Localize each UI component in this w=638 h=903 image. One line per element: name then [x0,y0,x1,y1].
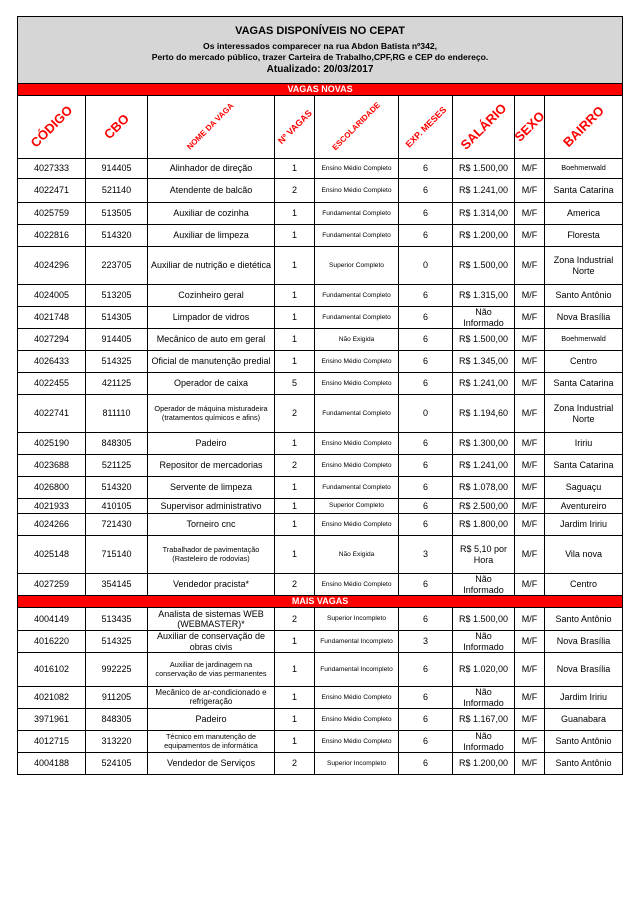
cell-escolaridade: Fundamental Completo [315,307,399,329]
cell-escolaridade: Ensino Médio Completo [315,159,399,179]
cell-nome: Auxiliar de cozinha [148,203,275,225]
column-header-nome [148,96,275,159]
cell-nome: Auxiliar de limpeza [148,225,275,247]
cell-escolaridade: Ensino Médio Completo [315,351,399,373]
cell-cbo: 848305 [86,709,148,731]
cell-cbo: 513505 [86,203,148,225]
cell-vagas: 1 [275,731,315,753]
cell-sexo: M/F [515,247,545,285]
cell-cbo: 848305 [86,433,148,455]
cell-vagas: 1 [275,477,315,499]
sheet-instructions-line1: Os interessados comparecer na rua Abdon Batista nº342, [203,41,438,52]
table-row [18,373,623,395]
cell-bairro: Floresta [545,225,623,247]
cell-salario: R$ 1.200,00 [453,753,515,775]
cell-nome: Cozinheiro geral [148,285,275,307]
cell-escolaridade: Superior Incompleto [315,608,399,631]
cell-codigo: 4027294 [18,329,86,351]
cell-cbo: 521125 [86,455,148,477]
cell-bairro: Jardim Iririu [545,514,623,536]
column-header-vagas-label: Nº VAGAS [275,108,314,146]
cell-codigo: 4022741 [18,395,86,433]
cell-exp: 6 [399,499,453,514]
cell-cbo: 715140 [86,536,148,574]
cell-cbo: 911205 [86,687,148,709]
sheet-header-row [18,17,623,84]
cell-sexo: M/F [515,225,545,247]
cell-nome: Operador de caixa [148,373,275,395]
section-more-label: MAIS VAGAS [18,596,623,608]
column-header-sexo-label: SEXO [510,108,548,145]
cell-exp: 6 [399,687,453,709]
job-vacancies-table [17,16,623,775]
cell-bairro: Centro [545,351,623,373]
column-header-exp [399,96,453,159]
cell-sexo: M/F [515,329,545,351]
cell-vagas: 2 [275,608,315,631]
cell-exp: 6 [399,225,453,247]
cell-escolaridade: Ensino Médio Completo [315,687,399,709]
column-header-escolaridade [315,96,399,159]
cell-sexo: M/F [515,307,545,329]
cell-salario: R$ 1.500,00 [453,247,515,285]
table-row [18,499,623,514]
cell-salario: R$ 1.500,00 [453,329,515,351]
cell-codigo: 4025190 [18,433,86,455]
cell-vagas: 1 [275,687,315,709]
table-row [18,709,623,731]
cell-cbo: 514320 [86,477,148,499]
cell-cbo: 513205 [86,285,148,307]
cell-codigo: 4021933 [18,499,86,514]
cell-nome: Padeiro [148,433,275,455]
cell-sexo: M/F [515,203,545,225]
cell-salario: R$ 1.345,00 [453,351,515,373]
cell-exp: 6 [399,329,453,351]
cell-cbo: 514325 [86,351,148,373]
cell-salario: Não Informado [453,574,515,596]
cell-vagas: 1 [275,631,315,653]
table-row [18,753,623,775]
cell-codigo: 4021082 [18,687,86,709]
table-row [18,159,623,179]
cell-sexo: M/F [515,709,545,731]
cell-cbo: 721430 [86,514,148,536]
cell-salario: R$ 2.500,00 [453,499,515,514]
cell-exp: 6 [399,373,453,395]
cell-exp: 6 [399,574,453,596]
sheet-instructions-line2: Perto do mercado público, trazer Carteira de Trabalho,CPF,RG e CEP do endereço. [151,52,489,63]
cell-escolaridade: Fundamental Incompleto [315,631,399,653]
cell-cbo: 514320 [86,225,148,247]
cell-exp: 6 [399,608,453,631]
cell-codigo: 4022471 [18,179,86,203]
column-header-salario [453,96,515,159]
cell-cbo: 514325 [86,631,148,653]
cell-sexo: M/F [515,285,545,307]
cell-sexo: M/F [515,687,545,709]
cell-nome: Repositor de mercadorias [148,455,275,477]
cell-cbo: 521140 [86,179,148,203]
cell-vagas: 2 [275,179,315,203]
cell-vagas: 1 [275,247,315,285]
table-row [18,477,623,499]
cell-bairro: Iririu [545,433,623,455]
column-header-bairro-label: BAIRRO [559,103,607,150]
section-new-row [18,84,623,96]
cell-nome: Trabalhador de pavimentação (Rasteleiro de rodovias) [148,536,275,574]
column-header-salario-label: SALÁRIO [456,100,509,153]
table-row [18,455,623,477]
cell-escolaridade: Ensino Médio Completo [315,373,399,395]
cell-salario: R$ 1.078,00 [453,477,515,499]
cell-salario: R$ 1.020,00 [453,653,515,687]
cell-codigo: 4022816 [18,225,86,247]
cell-exp: 6 [399,753,453,775]
table-row [18,225,623,247]
cell-bairro: Aventureiro [545,499,623,514]
cell-exp: 6 [399,455,453,477]
cell-salario: R$ 1.241,00 [453,179,515,203]
sheet-updated-date: Atualizado: 20/03/2017 [266,63,374,75]
cell-nome: Limpador de vidros [148,307,275,329]
cell-exp: 6 [399,159,453,179]
cell-cbo: 223705 [86,247,148,285]
cell-bairro: Santo Antônio [545,731,623,753]
table-row [18,329,623,351]
cell-escolaridade: Fundamental Completo [315,225,399,247]
cell-nome: Supervisor administrativo [148,499,275,514]
cell-codigo: 4022455 [18,373,86,395]
column-header-cbo [86,96,148,159]
column-header-cbo-label: CBO [100,110,132,142]
cell-vagas: 1 [275,709,315,731]
column-header-vagas [275,96,315,159]
table-row [18,653,623,687]
cell-exp: 6 [399,179,453,203]
cell-bairro: Santa Catarina [545,455,623,477]
column-header-sexo [510,96,548,159]
cell-sexo: M/F [515,499,545,514]
cell-escolaridade: Superior Incompleto [315,753,399,775]
cell-nome: Atendente de balcão [148,179,275,203]
cell-escolaridade: Fundamental Completo [315,477,399,499]
table-row [18,514,623,536]
cell-vagas: 1 [275,653,315,687]
cell-salario: R$ 1.800,00 [453,514,515,536]
cell-bairro: America [545,203,623,225]
cell-bairro: Saguaçu [545,477,623,499]
cell-nome: Torneiro cnc [148,514,275,536]
cell-vagas: 2 [275,753,315,775]
cell-vagas: 1 [275,433,315,455]
cell-nome: Padeiro [148,709,275,731]
column-header-nome-label: NOME DA VAGA [185,101,236,152]
cell-exp: 6 [399,709,453,731]
cell-cbo: 914405 [86,159,148,179]
cell-exp: 6 [399,477,453,499]
cell-escolaridade: Ensino Médio Completo [315,709,399,731]
table-row [18,433,623,455]
cell-sexo: M/F [515,395,545,433]
cell-salario: Não Informado [453,307,515,329]
section-more [18,596,623,608]
cell-cbo: 992225 [86,653,148,687]
cell-escolaridade: Superior Completo [315,499,399,514]
table-row [18,687,623,709]
cell-sexo: M/F [515,477,545,499]
cell-codigo: 4016220 [18,631,86,653]
cell-sexo: M/F [515,574,545,596]
cell-salario: Não Informado [453,731,515,753]
cell-nome: Auxiliar de jardinagem na conservação de vias permanentes [148,653,275,687]
cell-nome: Mecânico de auto em geral [148,329,275,351]
cell-bairro: Centro [545,574,623,596]
cell-codigo: 4025148 [18,536,86,574]
cell-vagas: 1 [275,285,315,307]
cell-nome: Técnico em manutenção de equipamentos de informática [148,731,275,753]
cell-bairro: Zona Industrial Norte [545,395,623,433]
cell-codigo: 4025759 [18,203,86,225]
cell-codigo: 4026800 [18,477,86,499]
cell-cbo: 524105 [86,753,148,775]
cell-escolaridade: Ensino Médio Completo [315,574,399,596]
sheet-header [18,17,623,84]
table-row [18,285,623,307]
cell-bairro: Jardim Iririu [545,687,623,709]
cell-escolaridade: Fundamental Completo [315,285,399,307]
cell-codigo: 4012715 [18,731,86,753]
cell-nome: Alinhador de direção [148,159,275,179]
cell-exp: 3 [399,536,453,574]
cell-exp: 6 [399,433,453,455]
cell-vagas: 2 [275,455,315,477]
cell-codigo: 4027333 [18,159,86,179]
cell-vagas: 1 [275,499,315,514]
column-header-codigo-label: CÓDIGO [27,102,75,151]
cell-escolaridade: Superior Completo [315,247,399,285]
cell-sexo: M/F [515,631,545,653]
cell-nome: Auxiliar de conservação de obras civis [148,631,275,653]
cell-vagas: 1 [275,225,315,247]
cell-bairro: Santo Antônio [545,753,623,775]
cell-exp: 6 [399,653,453,687]
cell-escolaridade: Fundamental Completo [315,203,399,225]
cell-vagas: 1 [275,159,315,179]
cell-bairro: Santo Antônio [545,285,623,307]
new-jobs-body [18,159,623,596]
cell-nome: Auxiliar de nutrição e dietética [148,247,275,285]
cell-cbo: 410105 [86,499,148,514]
cell-vagas: 1 [275,514,315,536]
cell-sexo: M/F [515,608,545,631]
cell-sexo: M/F [515,351,545,373]
cell-exp: 6 [399,351,453,373]
cell-exp: 6 [399,731,453,753]
cell-cbo: 811110 [86,395,148,433]
cell-salario: R$ 1.241,00 [453,373,515,395]
cell-exp: 6 [399,203,453,225]
cell-vagas: 1 [275,536,315,574]
cell-codigo: 4004188 [18,753,86,775]
section-more-row [18,596,623,608]
cell-cbo: 421125 [86,373,148,395]
cell-vagas: 1 [275,307,315,329]
cell-codigo: 4024266 [18,514,86,536]
cell-salario: R$ 1.500,00 [453,159,515,179]
cell-nome: Operador de máquina misturadeira (tratamentos químicos e afins) [148,395,275,433]
cell-sexo: M/F [515,455,545,477]
cell-salario: R$ 1.315,00 [453,285,515,307]
cell-codigo: 4027259 [18,574,86,596]
cell-salario: R$ 1.241,00 [453,455,515,477]
cell-codigo: 3971961 [18,709,86,731]
table-row [18,395,623,433]
cell-codigo: 4024296 [18,247,86,285]
cell-vagas: 2 [275,574,315,596]
column-header-bairro [545,96,623,159]
cell-bairro: Nova Brasília [545,653,623,687]
cell-salario: Não Informado [453,631,515,653]
cell-nome: Oficial de manutenção predial [148,351,275,373]
cell-bairro: Vila nova [545,536,623,574]
column-header-exp-label: EXP. MESES [403,104,448,150]
cell-salario: R$ 5,10 por Hora [453,536,515,574]
cell-salario: R$ 1.167,00 [453,709,515,731]
cell-escolaridade: Fundamental Completo [315,395,399,433]
cell-nome: Vendedor de Serviços [148,753,275,775]
cell-codigo: 4021748 [18,307,86,329]
cell-salario: Não Informado [453,687,515,709]
cell-sexo: M/F [515,433,545,455]
cell-sexo: M/F [515,179,545,203]
table-row [18,536,623,574]
column-header-row [18,96,623,159]
cell-escolaridade: Ensino Médio Completo [315,731,399,753]
cell-bairro: Santa Catarina [545,179,623,203]
cell-escolaridade: Ensino Médio Completo [315,433,399,455]
column-header-escolaridade-label: ESCOLARIDADE [329,100,382,153]
cell-exp: 3 [399,631,453,653]
cell-salario: R$ 1.500,00 [453,608,515,631]
cell-nome: Mecânico de ar-condicionado e refrigeração [148,687,275,709]
cell-vagas: 1 [275,351,315,373]
cell-exp: 6 [399,514,453,536]
cell-escolaridade: Ensino Médio Completo [315,179,399,203]
cell-vagas: 1 [275,203,315,225]
sheet-title: VAGAS DISPONÍVEIS NO CEPAT [235,25,405,38]
cell-salario: R$ 1.314,00 [453,203,515,225]
cell-cbo: 514305 [86,307,148,329]
table-row [18,631,623,653]
cell-cbo: 914405 [86,329,148,351]
table-row [18,574,623,596]
cell-exp: 0 [399,247,453,285]
cell-bairro: Santa Catarina [545,373,623,395]
cell-escolaridade: Ensino Médio Completo [315,455,399,477]
cell-codigo: 4004149 [18,608,86,631]
cell-sexo: M/F [515,373,545,395]
cell-codigo: 4016102 [18,653,86,687]
table-row [18,179,623,203]
cell-nome: Analista de sistemas WEB (WEBMASTER)* [148,608,275,631]
cell-cbo: 513435 [86,608,148,631]
table-row [18,731,623,753]
table-row [18,203,623,225]
cell-escolaridade: Não Exigida [315,329,399,351]
cell-sexo: M/F [515,514,545,536]
cell-escolaridade: Não Exigida [315,536,399,574]
cell-bairro: Boehmerwald [545,159,623,179]
cell-exp: 6 [399,307,453,329]
more-jobs-body [18,608,623,775]
cell-bairro: Zona Industrial Norte [545,247,623,285]
cell-vagas: 5 [275,373,315,395]
cell-vagas: 2 [275,395,315,433]
column-header-codigo [18,96,86,159]
cell-exp: 0 [399,395,453,433]
cell-codigo: 4026433 [18,351,86,373]
cell-sexo: M/F [515,753,545,775]
cell-sexo: M/F [515,653,545,687]
cell-codigo: 4024005 [18,285,86,307]
table-row [18,608,623,631]
table-row [18,307,623,329]
cell-sexo: M/F [515,536,545,574]
cell-bairro: Boehmerwald [545,329,623,351]
cell-bairro: Santo Antônio [545,608,623,631]
cell-codigo: 4023688 [18,455,86,477]
cell-cbo: 354145 [86,574,148,596]
cell-salario: R$ 1.200,00 [453,225,515,247]
cell-salario: R$ 1.194,60 [453,395,515,433]
cell-cbo: 313220 [86,731,148,753]
cell-nome: Servente de limpeza [148,477,275,499]
section-new-label: VAGAS NOVAS [18,84,623,96]
table-row [18,247,623,285]
table-row [18,351,623,373]
cell-escolaridade: Ensino Médio Completo [315,514,399,536]
cell-escolaridade: Fundamental Incompleto [315,653,399,687]
cell-sexo: M/F [515,159,545,179]
cell-exp: 6 [399,285,453,307]
cell-bairro: Nova Brasília [545,631,623,653]
cell-bairro: Nova Brasília [545,307,623,329]
cell-salario: R$ 1.300,00 [453,433,515,455]
cell-bairro: Guanabara [545,709,623,731]
cell-nome: Vendedor pracista* [148,574,275,596]
cell-sexo: M/F [515,731,545,753]
cell-vagas: 1 [275,329,315,351]
